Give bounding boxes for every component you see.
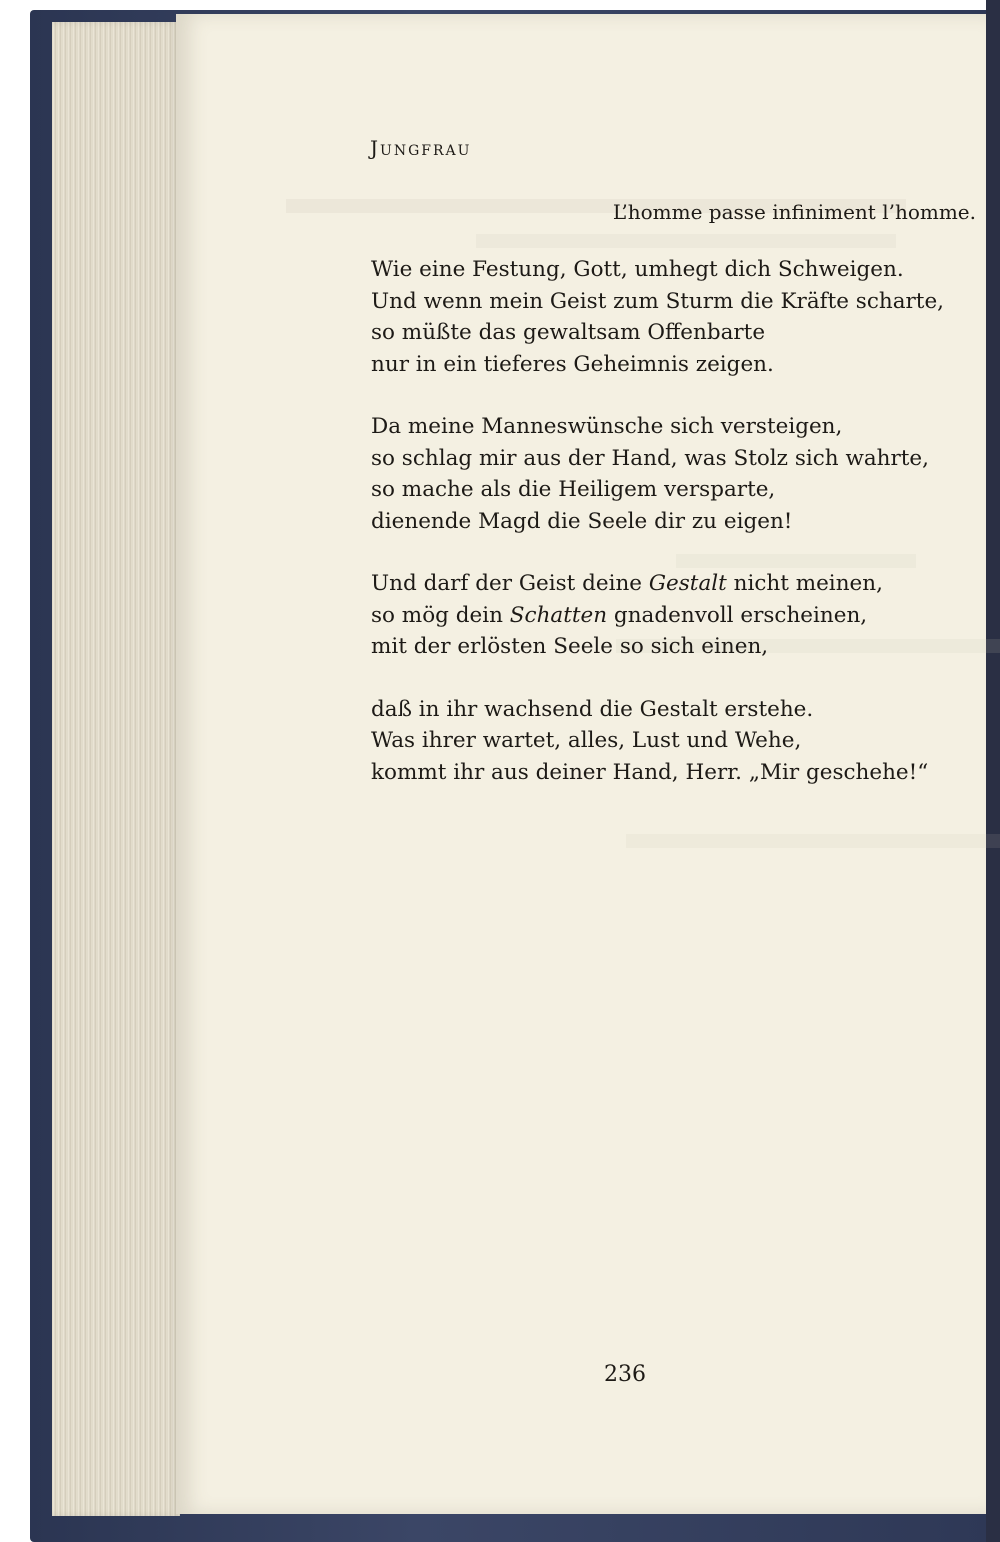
stanza <box>371 411 944 537</box>
page-number: 236 <box>604 1362 646 1387</box>
poem-text: gnadenvoll erscheinen, <box>607 602 868 628</box>
stanza <box>371 568 944 663</box>
poem-line: so müßte das gewaltsam Offenbarte <box>371 320 766 345</box>
stanza <box>371 254 944 380</box>
running-head: Jungfrau <box>370 136 472 160</box>
epigraph: L’homme passe infiniment l’homme. <box>612 200 976 224</box>
stanza <box>371 694 944 789</box>
page-edges <box>52 22 180 1516</box>
poem-line: mit der erlösten Seele so sich einen, <box>371 634 769 659</box>
poem-line: Und wenn mein Geist zum Sturm die Kräfte scharte, <box>371 288 945 314</box>
poem-line: so schlag mir aus der Hand, was Stolz sich wahrte, <box>371 445 929 471</box>
book-cover-edge <box>986 0 1000 1542</box>
poem-italic-word: Schatten <box>509 602 608 628</box>
poem-text: Und darf der Geist deine <box>371 571 649 596</box>
poem-line: dienende Magd die Seele dir zu eigen! <box>371 508 793 534</box>
poem-line: daß in ihr wachsend die Gestalt erstehe. <box>371 696 814 722</box>
show-through <box>626 834 1000 848</box>
poem-text: so mög dein <box>371 602 510 628</box>
poem-line <box>371 600 944 632</box>
show-through <box>476 234 896 248</box>
poem-line: kommt ihr aus deiner Hand, Herr. „Mir geschehe!“ <box>371 759 929 785</box>
poem-line: nur in ein tieferes Geheimnis zeigen. <box>371 351 774 377</box>
poem-line: Da meine Manneswünsche sich versteigen, <box>371 414 843 439</box>
poem-line <box>371 568 944 600</box>
poem-italic-word: Gestalt <box>648 571 727 596</box>
poem-text: nicht meinen, <box>726 571 883 596</box>
poem <box>371 254 944 819</box>
poem-line: so mache als die Heiligem versparte, <box>371 477 776 502</box>
poem-line: Wie eine Festung, Gott, umhegt dich Schweigen. <box>371 257 904 282</box>
poem-line: Was ihrer wartet, alles, Lust und Wehe, <box>371 728 802 753</box>
